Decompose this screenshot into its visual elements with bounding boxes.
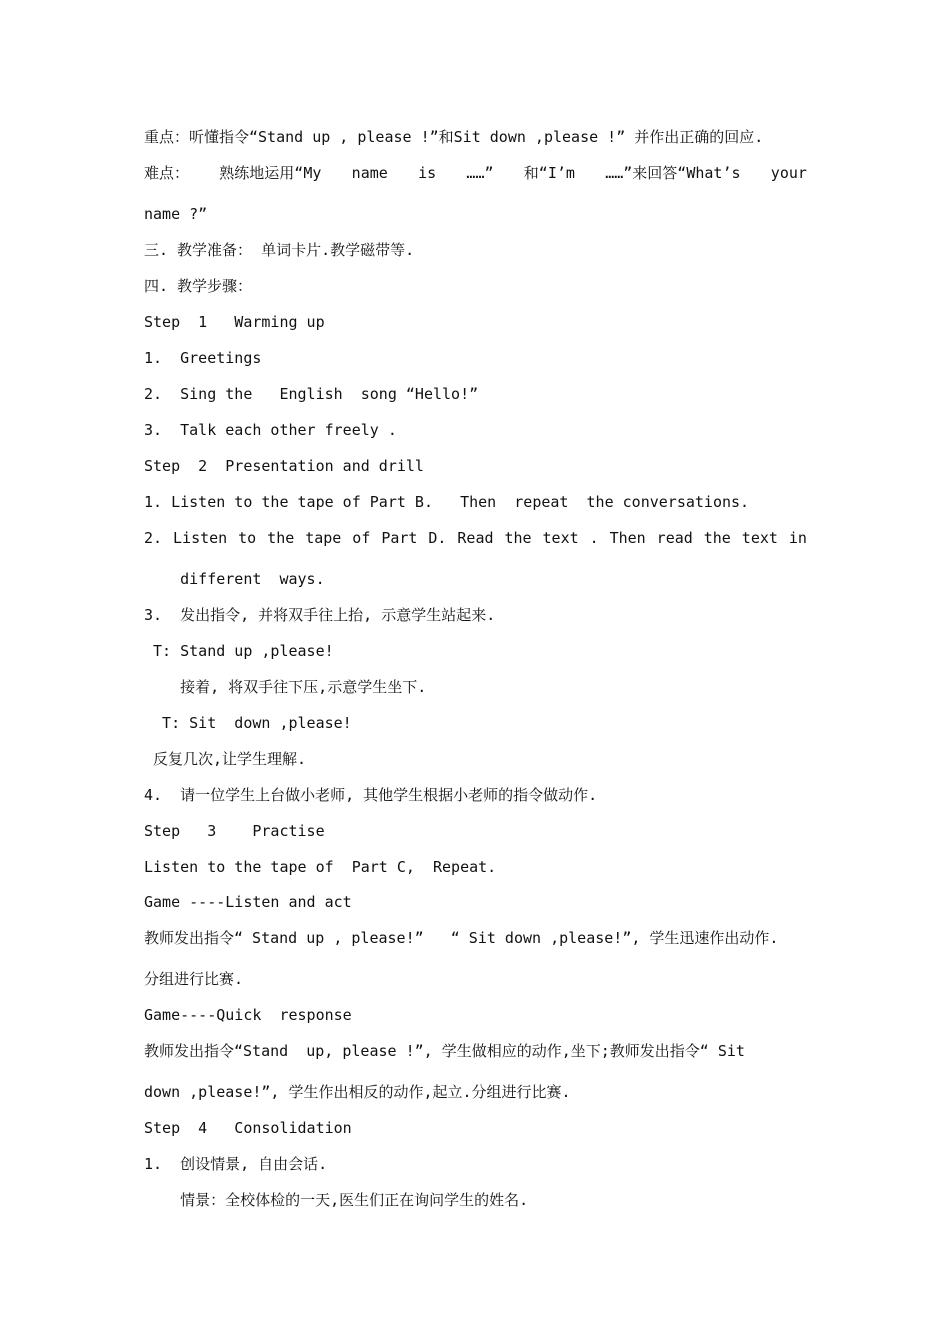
text-line: 分组进行比赛. [144,970,244,988]
text-line: Listen to the tape of Part C, Repeat. [144,858,497,876]
word: 难点： [144,164,190,182]
text-line: 重点：听懂指令“Stand up , please !”和Sit down ,please !” 并作出正确的回应. [144,128,764,146]
word: tape [305,529,342,547]
text-line: different ways. [144,570,325,588]
word: read [656,529,693,547]
word: text [542,529,579,547]
text-line: 4. 请一位学生上台做小老师, 其他学生根据小老师的指令做动作. [144,786,598,804]
text-line-justified [144,163,807,183]
text-line: Step 2 Presentation and drill [144,457,424,475]
text-line: Step 4 Consolidation [144,1119,352,1137]
text-line: 1. Greetings [144,349,262,367]
text-line: 四. 教学步骤： [144,277,253,295]
text-line: Step 1 Warming up [144,313,325,331]
word: Listen [173,529,228,547]
text-line: 教师发出指令“Stand up, please !”, 学生做相应的动作,坐下;教师发出指令“ Sit [144,1042,745,1060]
text-line: 1. 创设情景, 自由会话. [144,1155,328,1173]
word: Part [381,529,418,547]
text-line: Step 3 Practise [144,822,325,840]
word: to [238,529,257,547]
word: Read [457,529,494,547]
word: of [352,529,371,547]
text-line: 3. Talk each other freely . [144,421,397,439]
word: 熟练地运用“My [219,164,322,182]
word: Then [609,529,646,547]
word: 和“I’m [523,164,575,182]
text-line: down ,please!”, 学生作出相反的动作,起立.分组进行比赛. [144,1083,571,1101]
text-line: 3. 发出指令, 并将双手往上抬, 示意学生站起来. [144,606,496,624]
text-line: T: Sit down ,please! [144,714,352,732]
word: ……” [466,164,494,182]
text-line-justified [144,528,807,548]
word: the [267,529,295,547]
word: . [589,529,599,547]
text-line: 教师发出指令“ Stand up , please!” “ Sit down ,please!”, 学生迅速作出动作. [144,929,779,947]
word: your [770,164,807,182]
text-line: name ?” [144,205,208,223]
text-line: 三. 教学准备： 单词卡片.教学磁带等. [144,241,415,259]
word: in [788,529,807,547]
text-line: Game----Quick response [144,1006,352,1024]
word: is [418,164,437,182]
word: 2. [144,529,163,547]
text-line: Game ----Listen and act [144,893,352,911]
text-line: 反复几次,让学生理解. [144,750,307,768]
text-line: 1. Listen to the tape of Part B. Then repeat the conversations. [144,493,750,511]
word: name [351,164,388,182]
word: ……”来回答“What’s [605,164,741,182]
text-line: 2. Sing the English song “Hello!” [144,385,479,403]
text-line: 接着, 将双手往下压,示意学生坐下. [144,678,427,696]
word: text [741,529,778,547]
text-line: 情景：全校体检的一天,医生们正在询问学生的姓名. [144,1191,529,1209]
word: the [504,529,532,547]
word: the [703,529,731,547]
text-line: T: Stand up ,please! [144,642,334,660]
word: D. [428,529,447,547]
